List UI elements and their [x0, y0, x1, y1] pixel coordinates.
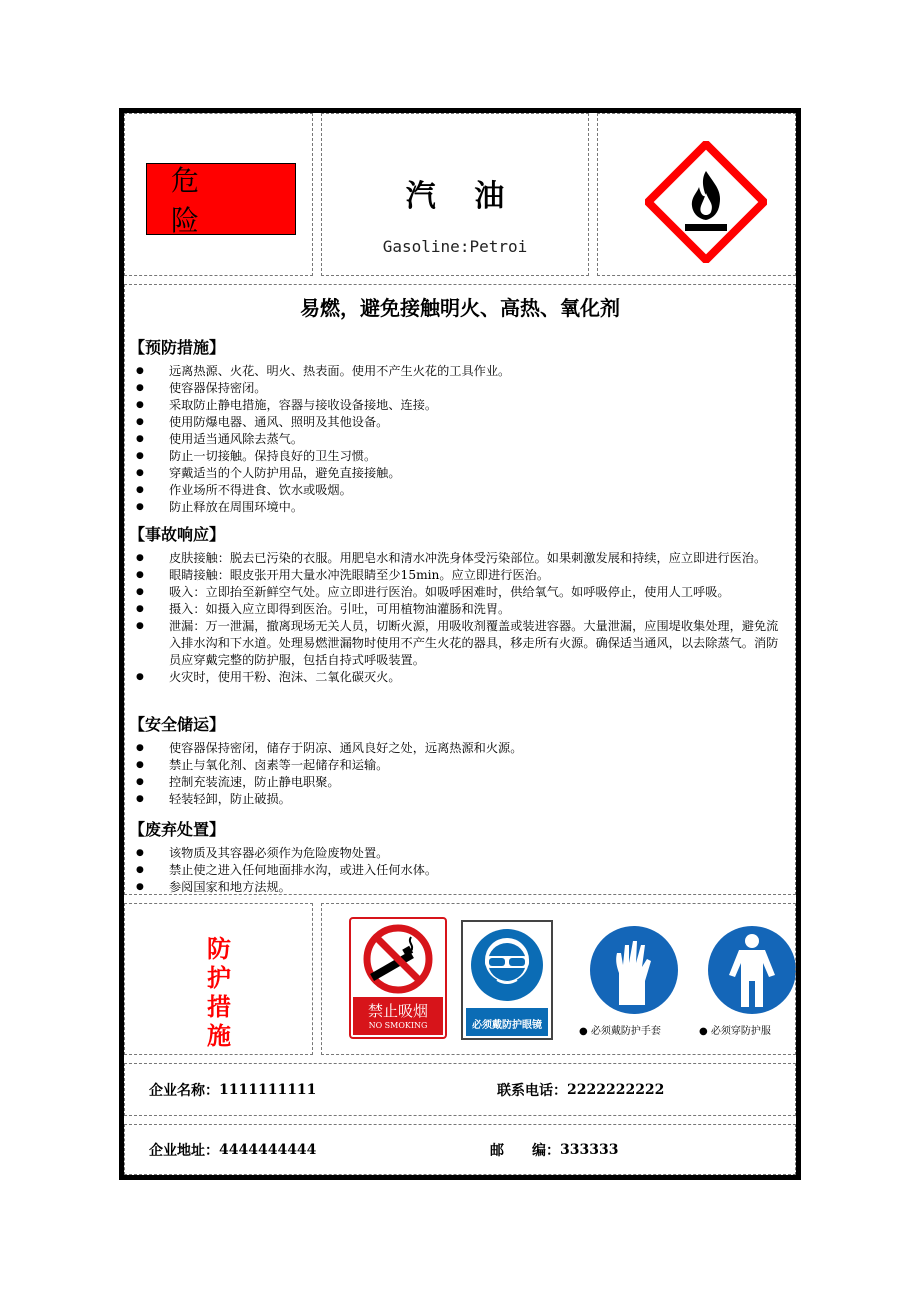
- company-name: [149, 1063, 316, 1116]
- gloves-icon: [579, 923, 699, 1023]
- company-phone: [497, 1063, 664, 1116]
- protective-clothing-icon: [699, 923, 796, 1023]
- list-item: ● 吸入：立即抬至新鲜空气处。应立即进行医治。如吸呼困难时，供给氧气。如呼吸停止，使用人工呼吸。: [129, 584, 789, 601]
- list-item: ● 防止释放在周围环境中。: [129, 499, 789, 516]
- list-item: ● 使容器保持密闭，储存于阴凉、通风良好之处，远离热源和火源。: [129, 740, 789, 757]
- company-address-value: 4444444444: [219, 1141, 317, 1158]
- list-item: ● 参阅国家和地方法规。: [129, 879, 789, 896]
- hazard-label: [119, 108, 801, 1180]
- list-item: ● 火灾时，使用干粉、泡沫、二氧化碳灭火。: [129, 669, 789, 686]
- list-item: ● 该物质及其容器必须作为危险废物处置。: [129, 845, 789, 862]
- sign-caption-text: 必须穿防护服: [710, 1026, 771, 1037]
- company-name-value: 1111111111: [219, 1081, 317, 1098]
- section-storage: [129, 714, 789, 808]
- storage-list: [129, 740, 789, 808]
- gloves-sign: [579, 923, 699, 1043]
- company-postcode-value: 333333: [560, 1141, 619, 1158]
- precaution-panel: [124, 284, 796, 895]
- sign-caption-en: NO SMOKING: [368, 1021, 428, 1030]
- list-item: ● 防止一切接触。保持良好的卫生习惯。: [129, 448, 789, 465]
- section-title: 【废弃处置】: [129, 820, 226, 839]
- section-response: [129, 524, 789, 686]
- section-title: 【安全储运】: [129, 715, 226, 734]
- company-row-1: [124, 1063, 796, 1116]
- list-item: ● 远离热源、火花、明火、热表面。使用不产生火花的工具作业。: [129, 363, 789, 380]
- list-item: ● 使容器保持密闭。: [129, 380, 789, 397]
- list-item: ● 禁止使之进入任何地面排水沟，或进入任何水体。: [129, 862, 789, 879]
- no-smoking-sign: [349, 917, 447, 1039]
- sign-caption: ● 必须穿防护服: [699, 1026, 771, 1037]
- protection-signs-cell: [321, 903, 796, 1055]
- list-item: ● 眼睛接触：眼皮张开用大量水冲洗眼睛至少15min。应立即进行医治。: [129, 567, 789, 584]
- company-postcode: [490, 1124, 618, 1175]
- list-item: ● 禁止与氧化剂、卤素等一起储存和运输。: [129, 757, 789, 774]
- eye-protection-sign: [461, 920, 553, 1040]
- list-item: ● 控制充装流速，防止静电职聚。: [129, 774, 789, 791]
- company-name-label: 企业名称：: [149, 1082, 219, 1099]
- chemical-name: 汽 油: [405, 179, 519, 214]
- protective-clothing-sign: [699, 923, 796, 1043]
- sign-caption: 必须戴防护眼镜: [472, 1020, 542, 1031]
- hazard-statement: 易燃，避免接触明火、高热、氧化剂: [300, 296, 620, 320]
- company-postcode-label: 邮 编：: [490, 1142, 560, 1159]
- list-item: ● 穿戴适当的个人防护用品，避免直接接触。: [129, 465, 789, 482]
- section-disposal: [129, 819, 789, 896]
- disposal-list: [129, 845, 789, 896]
- sign-caption-text: 必须戴防护手套: [590, 1026, 661, 1037]
- section-prevention: [129, 337, 789, 516]
- title-cell: [321, 113, 589, 276]
- company-address-label: 企业地址：: [149, 1142, 219, 1159]
- list-item: ● 皮肤接触：脱去已污染的衣服。用肥皂水和清水冲洗身体受污染部位。如果刺激发展和持续，应立即进行医治。: [129, 550, 789, 567]
- list-item: ● 泄漏：万一泄漏，撤离现场无关人员，切断火源，用吸收剂覆盖或装进容器。大量泄漏，应围堤收集处理，避免流入排水沟和下水道。处理易燃泄漏物时使用不产生火花的器具，移走所有火源。确保适当通风，以去除蒸气。消防员应穿戴完整的防护服，包括自持式呼吸装置。: [129, 618, 789, 669]
- company-phone-label: 联系电话：: [497, 1082, 567, 1099]
- list-item: ● 轻装轻卸，防止破损。: [129, 791, 789, 808]
- flammable-ghs-icon: [645, 141, 767, 263]
- company-phone-value: 2222222222: [567, 1081, 665, 1098]
- list-item: ● 摄入：如摄入应立即得到医治。引吐，可用植物油灌肠和洗胃。: [129, 601, 789, 618]
- sign-caption: ● 必须戴防护手套: [579, 1026, 661, 1037]
- sign-caption: 禁止吸烟: [367, 1002, 428, 1020]
- company-row-2: [124, 1124, 796, 1175]
- response-list: [129, 550, 789, 686]
- pictogram-cell: [597, 113, 796, 276]
- list-item: ● 使用防爆电器、通风、照明及其他设备。: [129, 414, 789, 431]
- list-item: ● 采取防止静电措施，容器与接收设备接地、连接。: [129, 397, 789, 414]
- section-title: 【事故响应】: [129, 525, 226, 544]
- prevention-list: [129, 363, 789, 516]
- list-item: ● 使用适当通风除去蒸气。: [129, 431, 789, 448]
- chemical-name-en: Gasoline:Petroi: [382, 237, 528, 256]
- danger-badge: 危 险: [146, 163, 296, 235]
- list-item: ● 作业场所不得进食、饮水或吸烟。: [129, 482, 789, 499]
- protection-title-cell: [124, 903, 313, 1055]
- danger-cell: [124, 113, 313, 276]
- protection-title: 防护措施: [207, 935, 231, 1050]
- label-inner: [124, 113, 796, 1175]
- company-address: [149, 1124, 316, 1175]
- section-title: 【预防措施】: [129, 338, 226, 357]
